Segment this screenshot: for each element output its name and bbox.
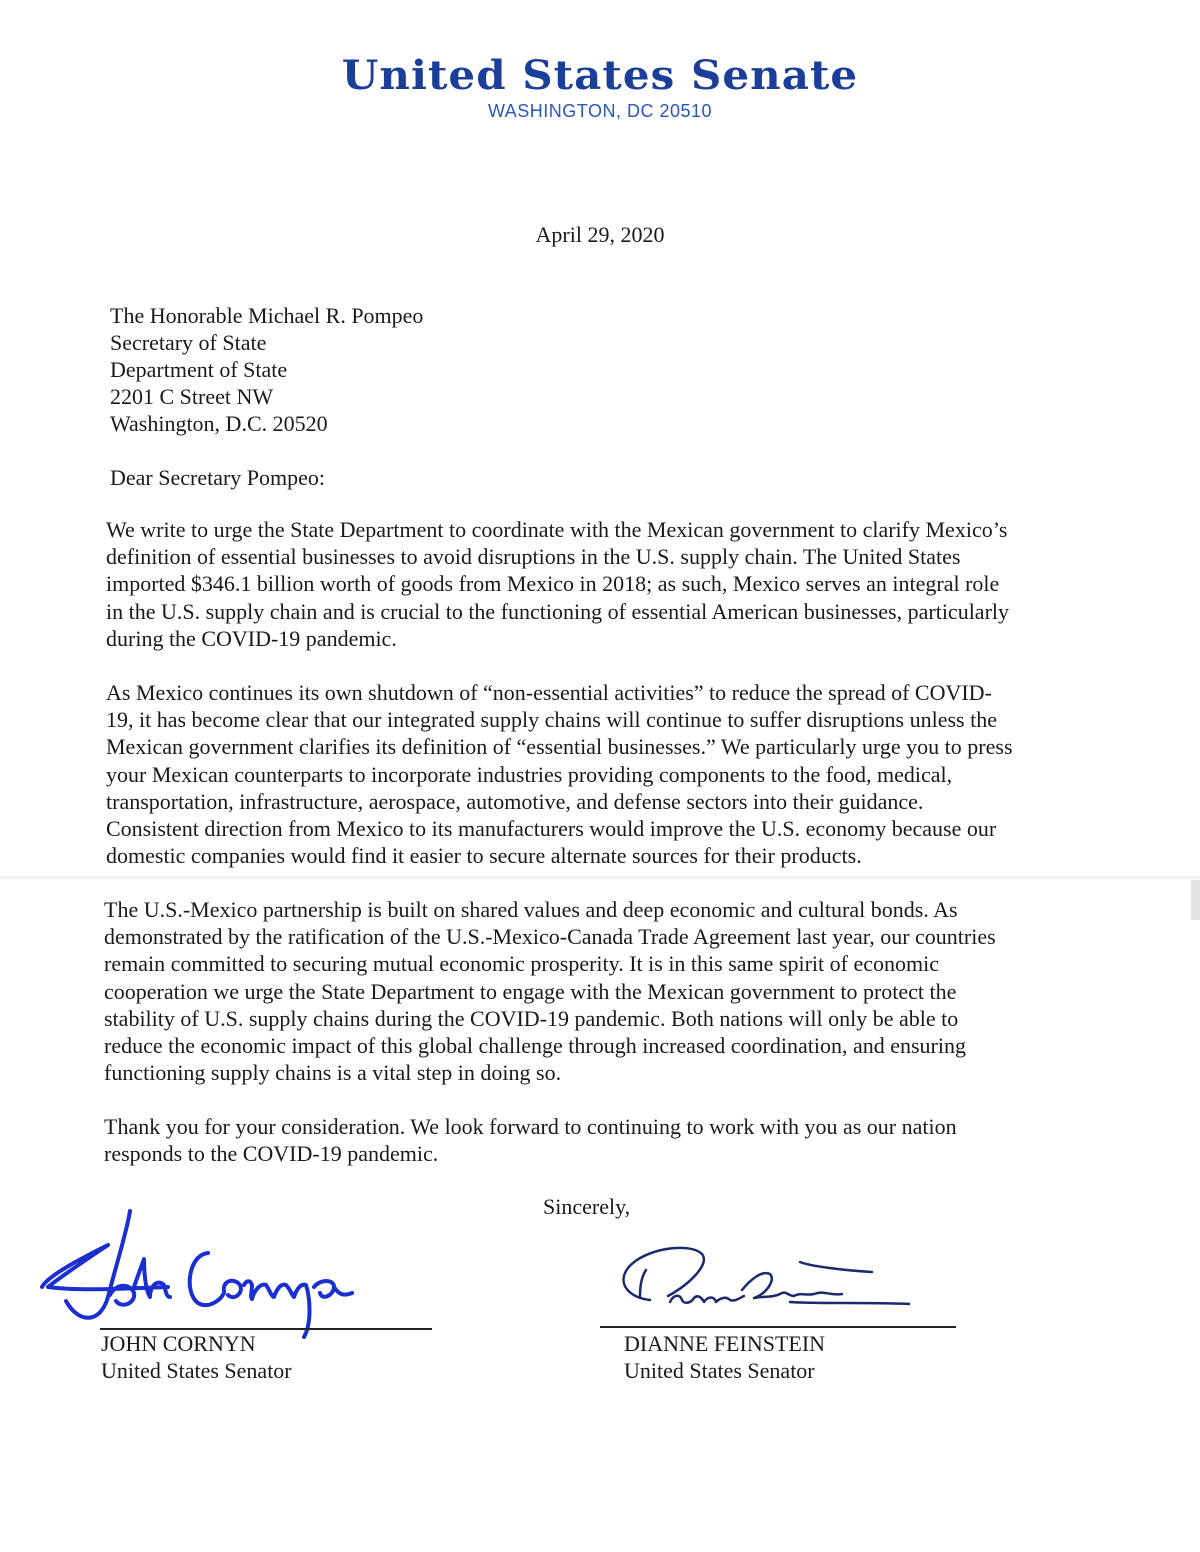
recipient-line: 2201 C Street NW <box>110 384 274 409</box>
body-line: definition of essential businesses to avoid disruptions in the U.S. supply chain. The United States <box>106 544 961 570</box>
senate-title: United States Senate <box>341 52 859 99</box>
body-line: 19, it has become clear that our integrated supply chains will continue to suffer disruptions unless the <box>106 707 997 733</box>
closing: Sincerely, <box>543 1194 631 1219</box>
salutation: Dear Secretary Pompeo: <box>110 465 326 490</box>
body-line: Mexican government clarifies its definition of “essential businesses.” We particularly urge you to press <box>106 734 1013 760</box>
body-line: imported $346.1 billion worth of goods from Mexico in 2018; as such, Mexico serves an integral role <box>106 571 1000 597</box>
cornyn-signature <box>38 1205 368 1345</box>
signer-name: JOHN CORNYN <box>101 1331 256 1356</box>
body-line: cooperation we urge the State Department to engage with the Mexican government to protect the <box>104 978 957 1004</box>
body-line: domestic companies would find it easier to secure alternate sources for their products. <box>106 843 862 869</box>
signer-feinstein <box>624 1330 825 1384</box>
recipient-line: The Honorable Michael R. Pompeo <box>110 303 424 328</box>
recipient-address <box>110 302 423 437</box>
letterhead <box>0 52 1200 122</box>
senate-address: WASHINGTON, DC 20510 <box>487 101 713 121</box>
feinstein-signature <box>610 1240 910 1320</box>
signer-name: DIANNE FEINSTEIN <box>624 1331 826 1356</box>
body-line: reduce the economic impact of this global challenge through increased coordination, and ensuring <box>104 1033 966 1059</box>
signer-cornyn <box>101 1330 292 1384</box>
recipient-line: Washington, D.C. 20520 <box>110 411 328 436</box>
letter-date: April 29, 2020 <box>535 222 665 247</box>
body-line: Thank you for your consideration. We look forward to continuing to work with you as our nation <box>104 1114 957 1139</box>
body-paragraph-1 <box>106 516 1096 652</box>
body-paragraph-2 <box>106 679 1076 869</box>
body-line: Consistent direction from Mexico to its manufacturers would improve the U.S. economy because our <box>106 816 997 842</box>
body-line: demonstrated by the ratification of the U.S.-Mexico-Canada Trade Agreement last year, our countries <box>104 924 996 950</box>
body-line: responds to the COVID-19 pandemic. <box>104 1141 439 1167</box>
body-line: stability of U.S. supply chains during the COVID-19 pandemic. Both nations will only be able to <box>104 1005 959 1031</box>
body-line: functioning supply chains is a vital step in doing so. <box>104 1060 562 1086</box>
body-line: We write to urge the State Department to coordinate with the Mexican government to clarify Mexico’s <box>106 517 1008 542</box>
body-line: As Mexico continues its own shutdown of “non-essential activities” to reduce the spread of COVID- <box>106 680 992 705</box>
signer-title: United States Senator <box>624 1358 815 1383</box>
scan-crease <box>0 876 1200 879</box>
body-line: your Mexican counterparts to incorporate industries providing components to the food, medical, <box>106 761 953 787</box>
body-line: The U.S.-Mexico partnership is built on shared values and deep economic and cultural bonds. As <box>104 897 958 922</box>
body-line: remain committed to securing mutual economic prosperity. It is in this same spirit of economic <box>104 951 939 977</box>
body-line: during the COVID-19 pandemic. <box>106 625 397 651</box>
recipient-line: Secretary of State <box>110 330 267 355</box>
signature-line <box>600 1326 956 1328</box>
body-paragraph-3 <box>104 896 1064 1086</box>
body-line: transportation, infrastructure, aerospace, automotive, and defense sectors into their guidance. <box>106 788 924 814</box>
body-paragraph-4 <box>104 1113 1064 1167</box>
body-line: in the U.S. supply chain and is crucial to the functioning of essential American businesses, particularly <box>106 598 1010 624</box>
signer-title: United States Senator <box>101 1358 292 1383</box>
recipient-line: Department of State <box>110 357 288 382</box>
scan-edge <box>1191 880 1200 920</box>
